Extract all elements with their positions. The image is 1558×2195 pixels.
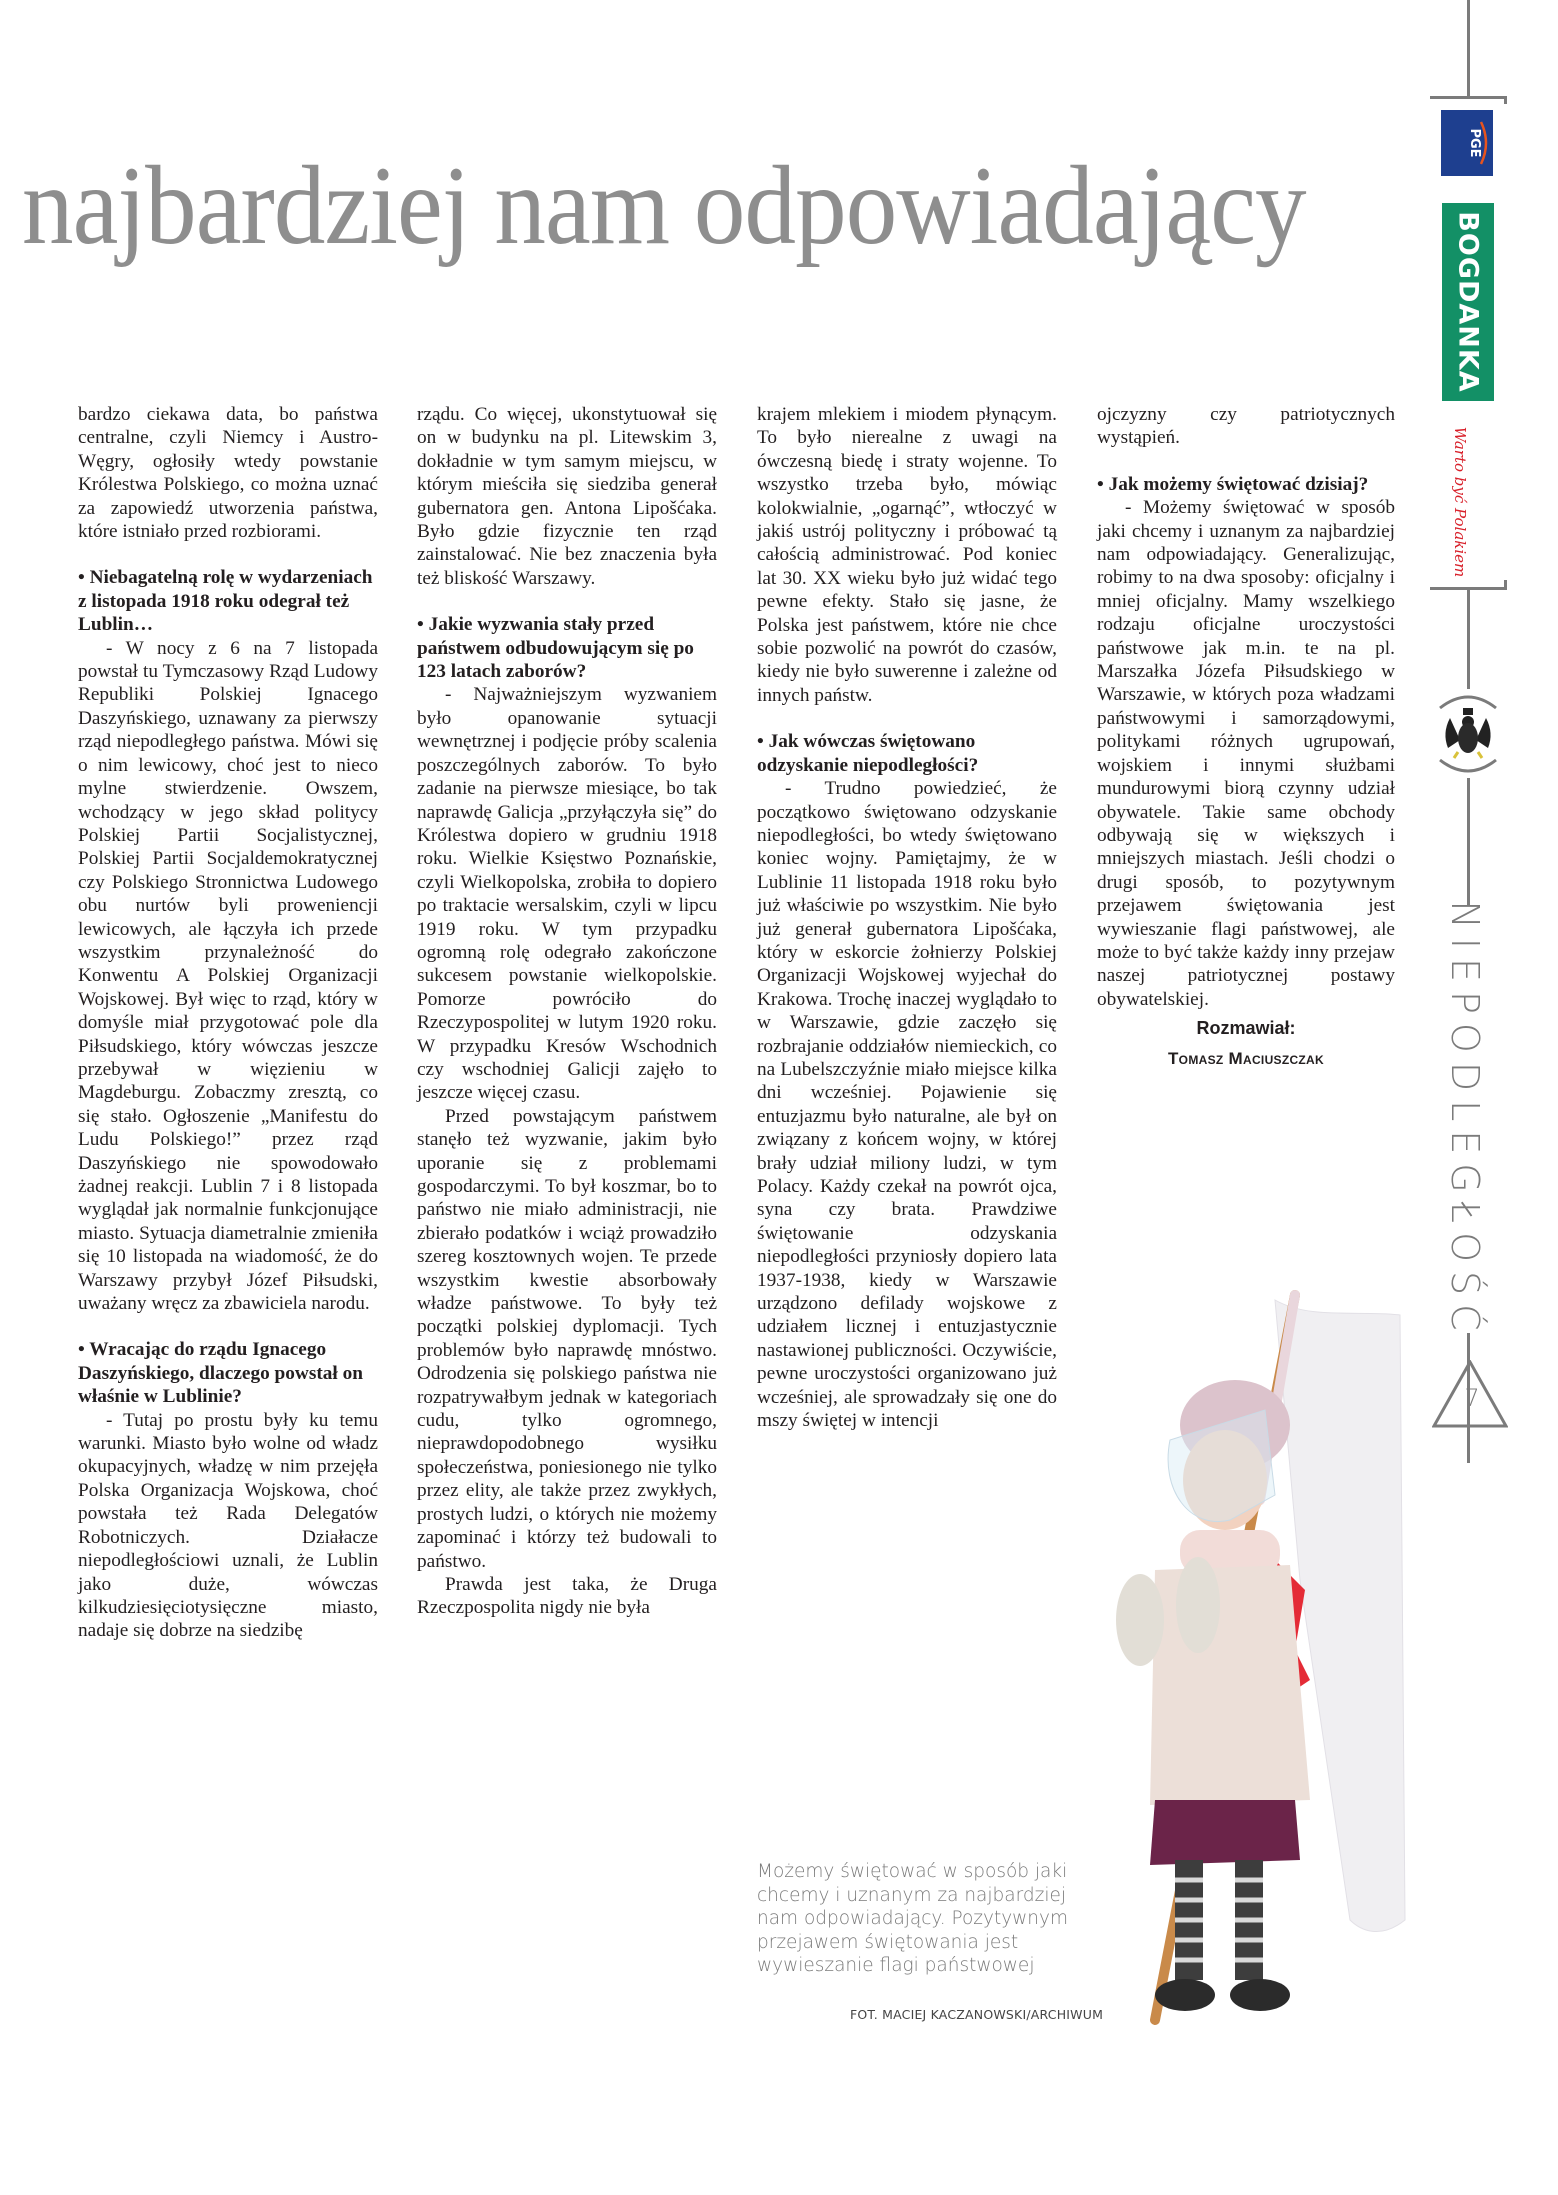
photo-caption: Możemy świętować w sposób jaki chcemy i uznanym za najbardziej nam odpowiadający. Pozytywnym przejawem świętowania jest wywieszanie flagi państwowej xyxy=(757,1861,1068,1976)
warto-byc-polakiem-logo: Warto być Polakiem xyxy=(1451,426,1469,578)
interview-question: • Wracając do rządu Ignacego Daszyńskiego, dlaczego powstał on właśnie w Lublinie? xyxy=(78,1339,363,1408)
article-column-4 xyxy=(1097,403,1395,1070)
photo-child-with-flag xyxy=(1060,1280,1420,2030)
paragraph: bardzo ciekawa data, bo państwa centralne, czyli Niemcy i Austro-Węgry, ogłosiły wtedy powstanie Królestwa Polskiego, co można uznać za zapowiedź utworzenia państwa, które istniało przed rozbiorami. xyxy=(78,404,378,543)
rule-line xyxy=(1504,96,1507,104)
interview-answer: - Najważniejszym wyzwaniem było opanowanie sytuacji wewnętrznej i podjęcie próby scalenia poszczególnych zaborów. To było zadanie na pierwsze miesiące, bo tak naprawdę Galicja „przyłączyła się” do Królestwa dopiero w grudniu 1918 roku. Wielkie Księstwo Poznańskie, czyli Wielkopolska, zrobiła to dopiero po traktacie wersalskim, czyli w lipcu 1919 roku. W tym przypadku ogromną rolę odegrało zakończone sukcesem powstanie wielkopolskie. Pomorze powróciło do Rzeczypospolitej w lutym 1920 roku. W przypadku Kresów Wschodnich czy wschodniej Galicji zajęło to jeszcze więcej czasu. xyxy=(417,684,717,1104)
signature-name: Tomasz Maciuszczak xyxy=(1168,1048,1324,1068)
rule-line xyxy=(1504,580,1507,590)
rule-line xyxy=(1467,587,1470,689)
headline: najbardziej nam odpowiadający xyxy=(22,144,1306,268)
pge-logo xyxy=(1441,110,1493,176)
interview-question: • Niebagatelną rolę w wydarzeniach z listopada 1918 roku odegrał też Lublin… xyxy=(78,567,373,636)
interview-answer: - Trudno powiedzieć, że początkowo świętowano odzyskanie niepodległości, bo wtedy świętowano koniec wojny. Pamiętajmy, że w Lublinie 11 listopada 1918 roku było już właściwie po wszystkim. Nie było już generał gubernatora Lipošćaka, który w eskorcie żołnierzy Polskiej Organizacji Wojskowej wyjechał do Krakowa. Trochę inaczej wyglądało to w Warszawie, gdzie zaczęło się rozbrajanie oddziałów niemieckich, co na Lubelszczyźnie miało miejsce kilka dni wcześniej. Pojawienie się entuzjazmu było naturalne, ale był on związany z końcem wojny, w której brały udział miliony ludzi, w tym Polacy. Każdy czekał na powrót ojca, syna czy brata. Prawdziwe świętowanie odzyskania niepodległości przyniosły dopiero lata 1937-1938, kiedy w Warszawie urządzono defilady wojskowe z udziałem licznej i entuzjastycznie nastawionej publiczności. Oczywiście, pewne uroczystości organizowano już wcześniej, ale sprowadzały się one do mszy świętej w intencji xyxy=(757,778,1057,1432)
paragraph: krajem mlekiem i miodem płynącym. To było nierealne z uwagi na ówczesną biedę i straty wojenne. To wszystko trzeba było, mówiąc kolokwialnie, „ogarnąć”, wtłoczyć w jakiś ustrój polityczny i próbować tą całością administrować. Pod koniec lat 30. XX wieku było już widać tego pewne efekty. Stało się jasne, że Polska jest państwem, które nie chce sobie pozwolić na powrót do czasów, kiedy nie było suwerenne i zależne od innych państw. xyxy=(757,404,1057,706)
interview-question: • Jak wówczas świętowano odzyskanie niepodległości? xyxy=(757,731,979,776)
photo-credit: FOT. MACIEJ KACZANOWSKI/ARCHIWUM xyxy=(850,2007,1104,2022)
rule-line xyxy=(1467,0,1470,97)
page-number: 7 xyxy=(1464,1384,1480,1412)
interview-answer: - Możemy świętować w sposób jaki chcemy i uznanym za najbardziej nam odpowiadający. Generalizując, robimy to na dwa sposoby: oficjalny i mniej oficjalny. Mamy wszelkiego rodzaju oficjalne uroczystości państwowe jak m.in. te na pl. Marszałka Józefa Piłsudskiego w Warszawie, w których poza władzami państwowymi i samorządowymi, politykami różnych ugrupowań, wojskiem i innymi służbami mundurowymi biorą czynny udział obywatele. Takie same obchody odbywają się w większych i mniejszych miastach. Jeśli chodzi o drugi sposób, to pozytywnym przejawem świętowania jest wywieszanie flagi państwowej, ale może to być także każdy inny przejaw naszej patriotycznej postawy obywatelskiej. xyxy=(1097,497,1395,1010)
interview-answer: - W nocy z 6 na 7 listopada powstał tu Tymczasowy Rząd Ludowy Republiki Polskiej Ignacego Daszyńskiego, uznawany za pierwszy rząd niepodległego państwa. Mówi się o nim lewicowy, choć jest to nieco mylne stwierdzenie. Owszem, wchodzący w jego skład politycy Polskiej Partii Socjalistycznej, Polskiej Partii Socjaldemokratycznej czy Polskiego Stronnictwa Ludowego obu nurtów byli proweniencji lewicowych, ale łączyła ich przede wszystkim przynależność do Konwentu A Polskiej Organizacji Wojskowej. Był więc to rząd, który w domyśle miał przygotować pole dla Piłsudskiego, który wówczas jeszcze przebywał w więzieniu w Magdeburgu. Zobaczmy zresztą, co się stało. Ogłoszenie „Manifestu do Ludu Polskiego!” przez rząd Daszyńskiego nie spowodowało żadnej reakcji. Lublin 7 i 8 listopada wyglądał jak normalnie funkcjonujące miasto. Sytuacja diametralnie zmieniła się 10 listopada na wiadomość, że do Warszawy przybył Józef Piłsudski, uważany wręcz za zbawiciela narodu. xyxy=(78,637,378,1315)
polish-eagle-emblem-icon xyxy=(1432,688,1504,780)
svg-text:PGE: PGE xyxy=(1467,128,1482,158)
interview-answer: Prawda jest taka, że Druga Rzeczpospolita nigdy nie była xyxy=(417,1573,717,1619)
rule-line xyxy=(1467,778,1470,906)
interview-question: • Jakie wyzwania stały przed państwem odbudowującym się po 123 latach zaborów? xyxy=(417,614,694,683)
interview-question: • Jak możemy świętować dzisiaj? xyxy=(1097,473,1369,495)
signature-label: Rozmawiał: xyxy=(1196,1018,1296,1039)
article-column-2 xyxy=(417,403,717,1620)
interview-answer: Przed powstającym państwem stanęło też wyzwanie, jakim było uporanie się z problemami gospodarczymi. To był koszmar, bo to państwo nie miało administracji, nie zbierało podatków i wciąż prowadziło szereg kosztownych wojen. Te przede wszystkim kwestie absorbowały władze państwowe. To były też początki polskiej dyplomacji. Tych problemów było naprawdę mnóstwo. Odrodzenia się polskiego państwa nie rozpatrywałbym jednak w kategoriach cudu, tylko ogromnego, nieprawdopodobnego wysiłku społeczeństwa, poniesionego nie tylko przez elity, ale także przez zwykłych, prostych ludzi, o których nie możemy zapominać i którzy też budowali to państwo. xyxy=(417,1105,717,1572)
interview-answer: - Tutaj po prostu były ku temu warunki. Miasto było wolne od władz okupacyjnych, władzę w nim przejęła Polska Organizacja Wojskowa, choć powstała też Rada Delegatów Robotniczych. Działacze niepodległościowi uznali, że Lublin jako duże, wówczas kilkudziesięciotysięczne miasto, nadaje się dobrze na siedzibę xyxy=(78,1409,378,1642)
section-label: NIEPODLEGŁOŚĆ xyxy=(1443,900,1487,1340)
article-column-3 xyxy=(757,403,1057,1432)
paragraph: rządu. Co więcej, ukonstytuował się on w budynku na pl. Litewskim 3, dokładnie w tym samym miejscu, w którym mieściła się siedziba generał gubernatora gen. Antona Lipošćaka. Było gdzie fizycznie ten rząd zainstalować. Nie bez znaczenia była też bliskość Warszawy. xyxy=(417,404,717,589)
rule-line xyxy=(1430,96,1507,99)
bogdanka-logo: BOGDANKA xyxy=(1442,203,1494,401)
paragraph: ojczyzny czy patriotycznych wystąpień. xyxy=(1097,404,1395,449)
article-column-1 xyxy=(78,403,378,1643)
